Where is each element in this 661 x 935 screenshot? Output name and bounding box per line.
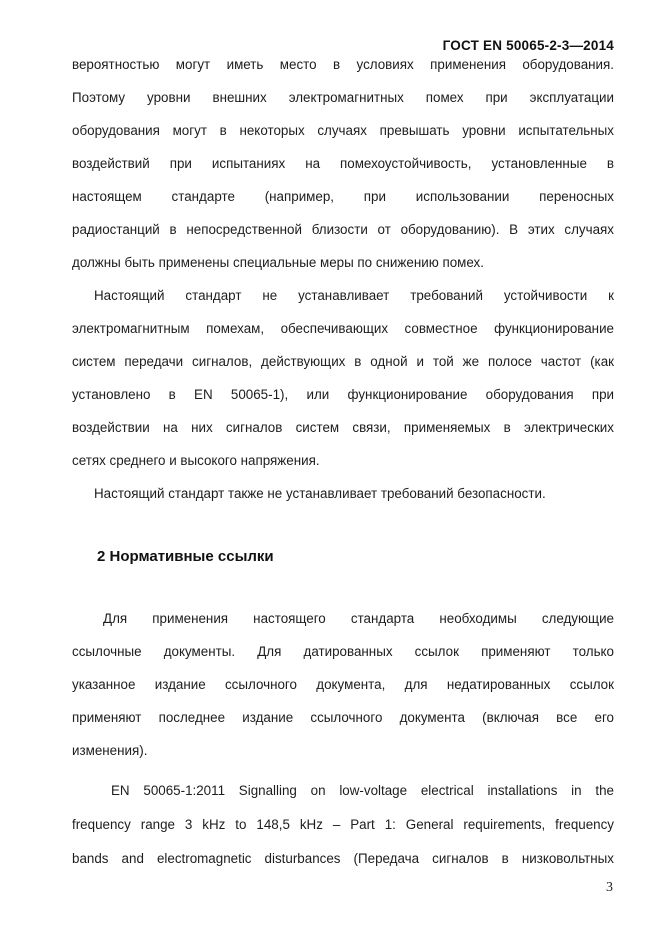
text-line: воздействий при испытаниях на помехоустойчивость, установленные в [72,156,614,171]
section-heading: 2 Нормативные ссылки [97,548,274,565]
text-line: радиостанций в непосредственной близости от оборудованию). В этих случаях [72,222,614,237]
text-line: frequency range 3 kHz to 148,5 kHz – Part 1: General requirements, frequency [72,817,614,832]
document-header: ГОСТ EN 50065-2-3—2014 [442,38,614,53]
paragraph-first-line: Настоящий стандарт также не устанавливает требований безопасности. [94,486,546,501]
text-line: воздействии на них сигналов систем связи, применяемых в электрических [72,420,614,435]
paragraph-first-line: Настоящий стандарт не устанавливает требований устойчивости к [94,288,614,303]
text-line: электромагнитным помехам, обеспечивающих совместное функционирование [72,321,614,336]
text-line: ссылочные документы. Для датированных ссылок применяют только [72,644,614,659]
text-line: должны быть применены специальные меры по снижению помех. [72,255,484,270]
text-line: оборудования могут в некоторых случаях превышать уровни испытательных [72,123,614,138]
text-line: установлено в EN 50065-1), или функционирование оборудования при [72,387,614,402]
text-line: указанное издание ссылочного документа, для недатированных ссылок [72,677,614,692]
text-line: изменения). [72,743,148,758]
text-line: систем передачи сигналов, действующих в одной и той же полосе частот (как [72,354,614,369]
paragraph-first-line: Для применения настоящего стандарта необходимы следующие [103,611,614,626]
text-line: применяют последнее издание ссылочного документа (включая все его [72,710,614,725]
reference-first-line: EN 50065-1:2011 Signalling on low-voltage electrical installations in the [111,783,614,798]
text-line: сетях среднего и высокого напряжения. [72,453,320,468]
text-line: bands and electromagnetic disturbances (Передача сигналов в низковольтных [72,851,614,866]
text-line: Поэтому уровни внешних электромагнитных помех при эксплуатации [72,90,614,105]
text-line: настоящем стандарте (например, при использовании переносных [72,189,614,204]
text-line: вероятностью могут иметь место в условиях применения оборудования. [72,57,614,72]
page-number: 3 [606,880,613,895]
